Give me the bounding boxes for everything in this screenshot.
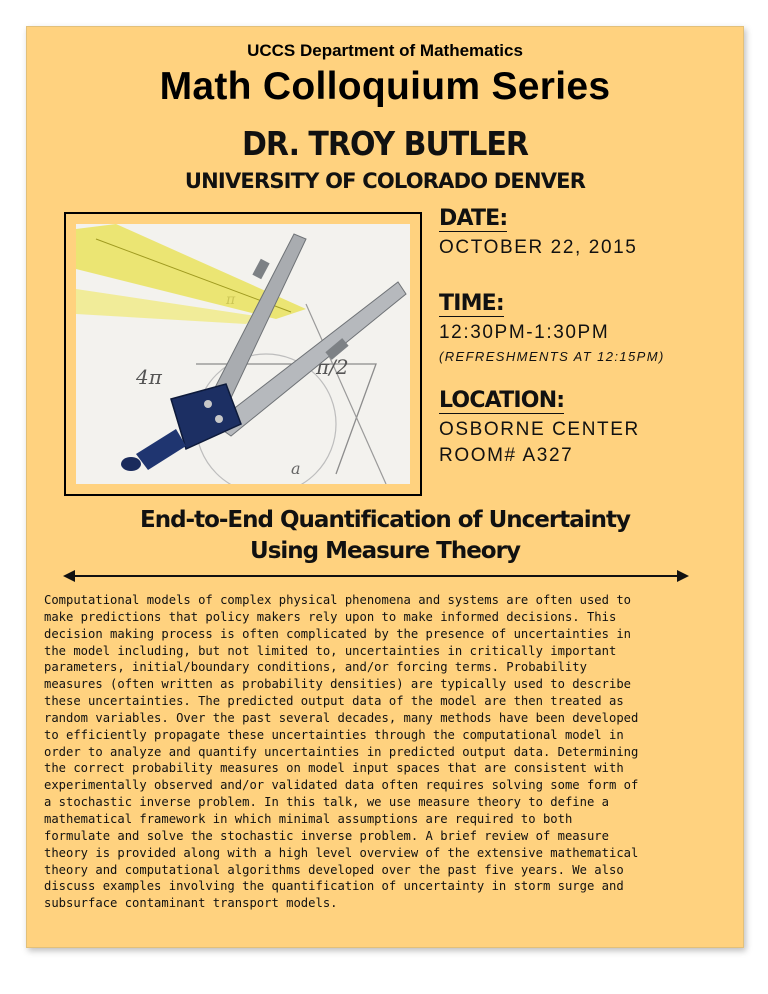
location-label: LOCATION: — [439, 388, 565, 413]
speaker-affiliation: UNIVERSITY OF COLORADO DENVER — [184, 169, 586, 193]
time-block — [439, 292, 665, 364]
date-value: OCTOBER 22, 2015 — [439, 237, 638, 258]
svg-text:π/2: π/2 — [316, 355, 349, 379]
drafting-compass-icon — [76, 224, 410, 484]
location-block — [439, 389, 640, 468]
talk-title — [27, 505, 743, 567]
series-title: Math Colloquium Series — [159, 65, 611, 108]
talk-abstract: Computational models of complex physical phenomena and systems are often used to make predictions that policy makers rely upon to make informed decisions. This decision making process is often complicated by the presence of uncertainties in the model including, but not limited to, uncertainties in critically important parameters, initial/boundary conditions, and/or forcing terms. Probability measures (often written as probability densities) are typically used to describe these uncertainties. The predicted output data of the model are then treated as random variables. Over the past several decades, many methods have been developed to efficiently propagate these uncertainties through the computational model in order to analyze and quantify uncertainties in predicted output data. Determining the correct probability measures on model input spaces that are consistent with experimentally observed and/or validated data often requires solving some form of a stochastic inverse problem. In this talk, we use measure theory to define a mathematical framework in which minimal assumptions are required to both formulate and solve the stochastic inverse problem. A brief review of measure theory is provided along with a high level overview of the extensive mathematical theory and computational algorithms developed over the past five years. We also discuss examples involving the quantification of uncertainty in storm surge and subsurface contaminant transport models. — [44, 593, 639, 911]
photo-frame — [64, 212, 422, 496]
refreshments-note: (REFRESHMENTS AT 12:15PM) — [439, 349, 665, 364]
svg-text:4π: 4π — [136, 365, 162, 389]
time-label: TIME: — [439, 291, 504, 316]
time-value: 12:30PM-1:30PM — [439, 322, 610, 343]
speaker-name: DR. TROY BUTLER — [242, 125, 528, 164]
talk-title-line-2: Using Measure Theory — [250, 538, 520, 564]
talk-title-line-1: End-to-End Quantification of Uncertainty — [140, 507, 630, 533]
department-heading: UCCS Department of Mathematics — [247, 41, 523, 60]
svg-text:a: a — [291, 459, 301, 478]
date-label: DATE: — [439, 206, 508, 231]
location-room: ROOM# A327 — [439, 445, 574, 466]
poster — [26, 26, 744, 948]
location-building: OSBORNE CENTER — [439, 419, 640, 440]
date-block — [439, 207, 637, 260]
double-arrow-divider — [63, 568, 689, 584]
